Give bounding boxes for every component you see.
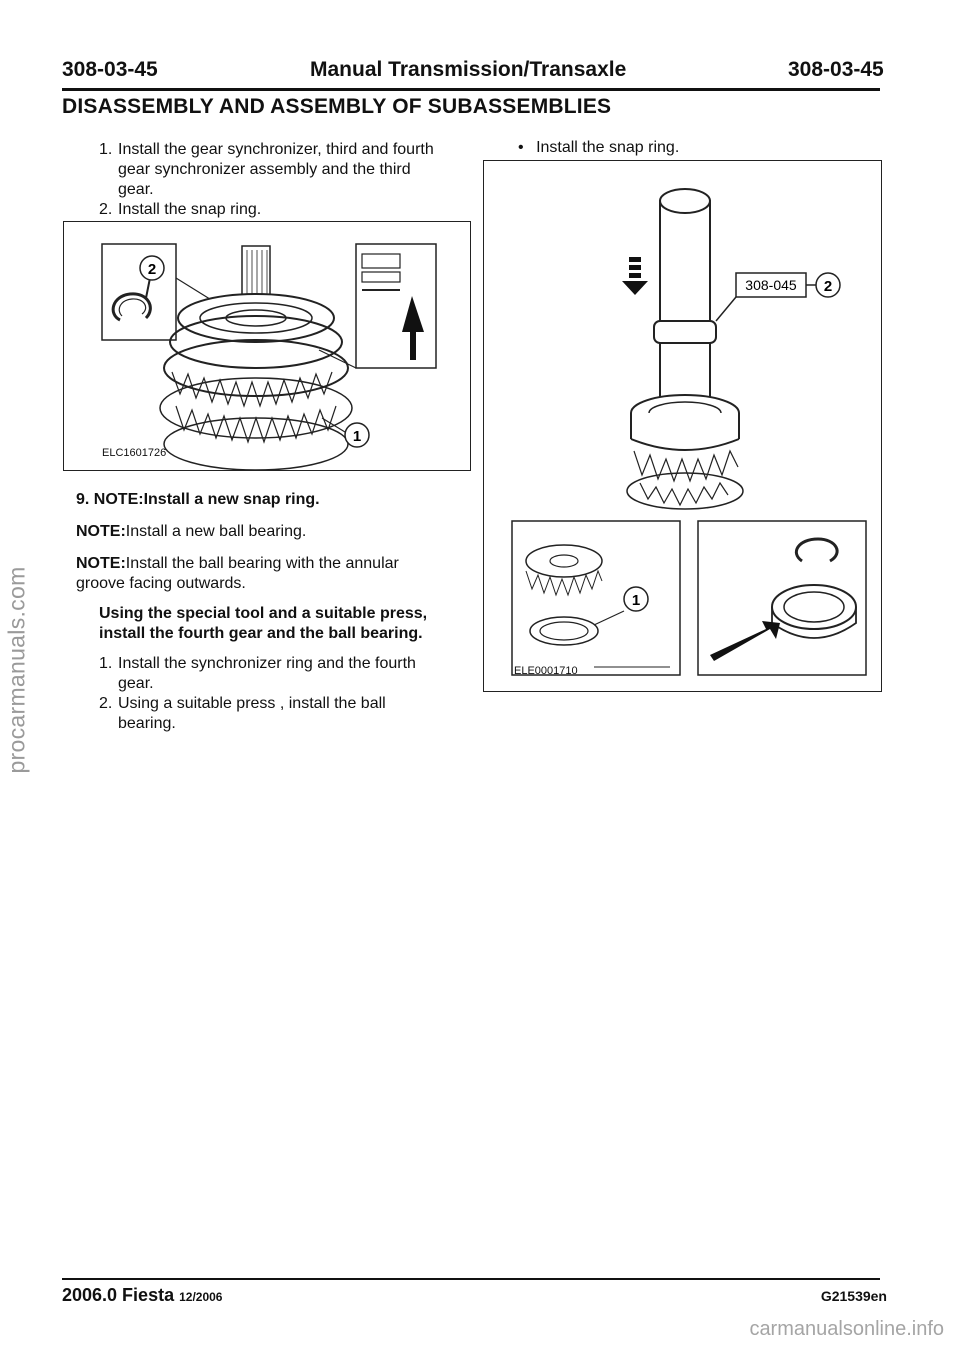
gear-synchronizer-illustration	[64, 222, 470, 470]
sub-step-2-number: 2.	[99, 695, 113, 712]
note-2-line-2: groove facing outwards.	[76, 575, 246, 592]
sub-step-1-line-2: gear.	[118, 675, 154, 692]
figure1-callout-1: 1	[352, 428, 362, 445]
figure2-tool-label: 308-045	[745, 277, 797, 293]
footer-model-text: 2006.0 Fiesta	[62, 1285, 175, 1305]
instruction-line-2: install the fourth gear and the ball bearing.	[99, 625, 423, 642]
step-2-text: Install the snap ring.	[118, 201, 262, 218]
bullet-text: Install the snap ring.	[536, 139, 680, 156]
note-2-prefix: NOTE:	[76, 555, 126, 572]
ball-bearing-press-illustration	[484, 161, 881, 691]
note-1	[76, 522, 306, 542]
bullet-mark: •	[518, 139, 524, 156]
step-1-line-3: gear.	[118, 181, 154, 198]
sub-step-2-line-2: bearing.	[118, 715, 176, 732]
header-title: Manual Transmission/Transaxle	[310, 58, 627, 81]
footer-date: 12/2006	[179, 1290, 223, 1304]
note-1-prefix: NOTE:	[76, 523, 126, 540]
figure1-code: ELC1601726	[102, 447, 167, 459]
step-9-number: 9.	[76, 491, 90, 508]
figure2-callout-2: 2	[823, 278, 833, 295]
instruction-line-1: Using the special tool and a suitable press,	[99, 605, 428, 622]
header-right-code: 308-03-45	[788, 58, 884, 81]
step-9-text: NOTE:Install a new snap ring.	[93, 491, 320, 508]
note-1-text: Install a new ball bearing.	[125, 523, 307, 540]
step-1-line-1: Install the gear synchronizer, third and fourth	[118, 141, 434, 158]
figure-gear-synchronizer	[63, 221, 471, 471]
note-2-line-1: Install the ball bearing with the annular	[125, 555, 399, 572]
header-rule	[62, 88, 880, 91]
bottom-watermark: carmanualsonline.info	[749, 1318, 944, 1340]
sub-step-2-line-1: Using a suitable press , install the ball	[118, 695, 386, 712]
bullet-item	[518, 138, 679, 158]
step-1-number: 1.	[99, 141, 113, 158]
side-watermark: procarmanuals.com	[3, 566, 30, 774]
figure2-code: ELE0001710	[514, 665, 578, 677]
step-1-line-2: gear synchronizer assembly and the third	[118, 161, 411, 178]
sub-step-1-line-1: Install the synchronizer ring and the fourth	[118, 655, 416, 672]
figure-ball-bearing-press	[483, 160, 882, 692]
header-left-code: 308-03-45	[62, 58, 158, 81]
note-2	[76, 554, 399, 574]
footer-model	[62, 1285, 222, 1306]
footer-doc-code: G21539en	[820, 1288, 887, 1304]
section-title: DISASSEMBLY AND ASSEMBLY OF SUBASSEMBLIES	[62, 95, 612, 118]
step-2-number: 2.	[99, 201, 113, 218]
step-9	[76, 491, 320, 509]
sub-step-1-number: 1.	[99, 655, 113, 672]
figure1-callout-2: 2	[147, 261, 157, 278]
figure2-callout-1: 1	[631, 592, 641, 609]
footer-rule	[62, 1278, 880, 1280]
